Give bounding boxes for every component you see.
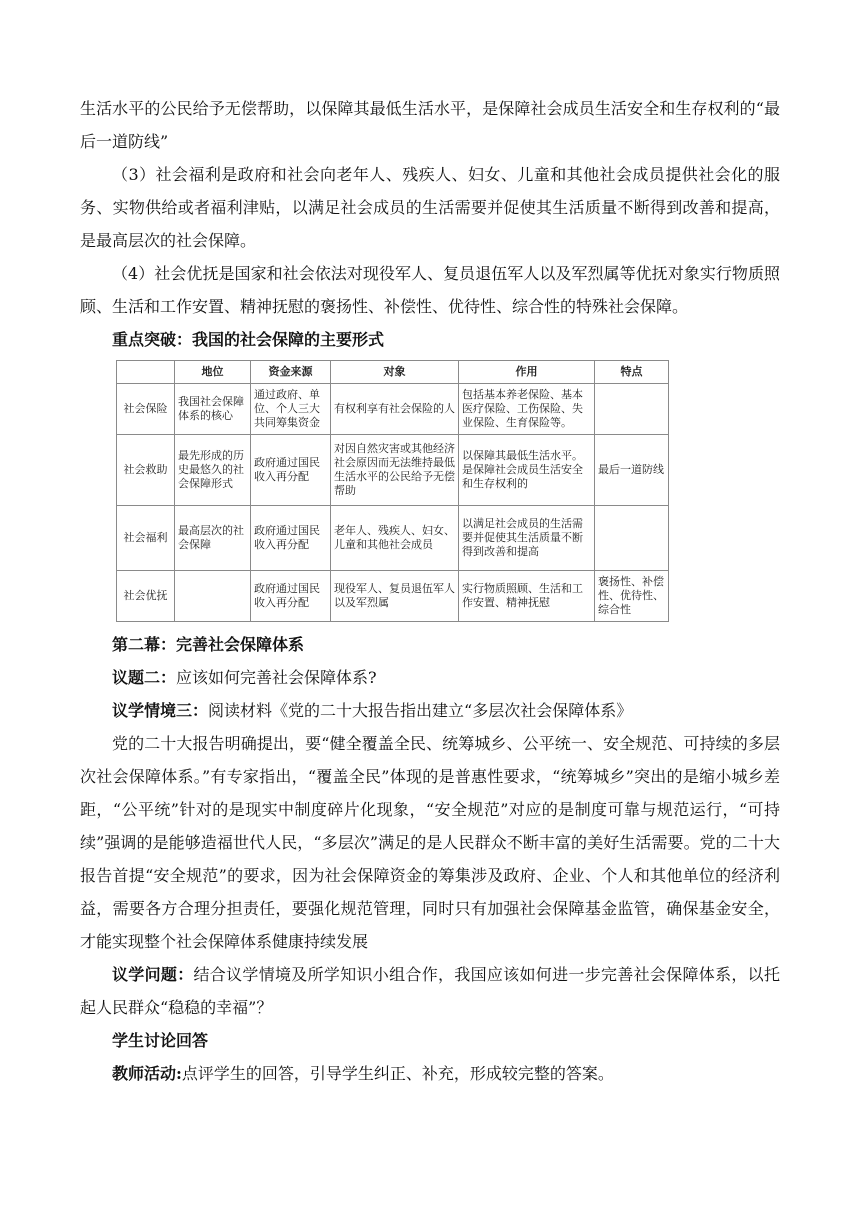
table-cell: 最高层次的社会保障	[175, 506, 251, 571]
paragraph-social-care: （4）社会优抚是国家和社会依法对现役军人、复员退伍军人以及军烈属等优抚对象实行物质照顾、生活和工作安置、精神抚慰的褒扬性、补偿性、优待性、综合性的特殊社会保障。	[80, 264, 780, 316]
social-security-table-image	[116, 360, 668, 622]
table-cell	[595, 506, 669, 571]
table-cell: 社会福利	[117, 506, 175, 571]
scenario3-line	[80, 694, 780, 727]
table-cell: 以保障其最低生活水平。是保障社会成员生活安全和生存权利的	[459, 435, 595, 506]
table-row	[117, 506, 669, 571]
table-cell: 褒扬性、补偿性、优待性、综合性	[595, 571, 669, 622]
table-cell: 政府通过国民收入再分配	[251, 506, 331, 571]
table-cell: 我国社会保障体系的核心	[175, 384, 251, 435]
table-cell: 社会保险	[117, 384, 175, 435]
table-cell	[595, 384, 669, 435]
table-row	[117, 571, 669, 622]
question-label: 议学问题：	[112, 965, 194, 984]
scenario3-text: 阅读材料《党的二十大报告指出建立“多层次社会保障体系》	[208, 701, 633, 720]
table-row	[117, 435, 669, 506]
question-paragraph	[80, 958, 780, 1024]
teacher-text: 点评学生的回答，引导学生纠正、补充，形成较完整的答案。	[181, 1064, 614, 1083]
teacher-label: 教师活动:	[112, 1064, 182, 1083]
table-cell: 包括基本养老保险、基本医疗保险、工伤保险、失业保险、生育保险等。	[459, 384, 595, 435]
table-header-cell: 地位	[175, 361, 251, 384]
scenario3-label: 议学情境三：	[112, 701, 209, 720]
paragraph-social-welfare: （3）社会福利是政府和社会向老年人、残疾人、妇女、儿童和其他社会成员提供社会化的服务、实物供给或者福利津贴，以满足社会成员的生活需要并促使其生活质量不断得到改善和提高，是最高层次的社会保障。	[80, 165, 780, 250]
social-security-table	[116, 360, 669, 622]
table-cell: 老年人、残疾人、妇女、儿童和其他社会成员	[331, 506, 459, 571]
table-header-cell: 特点	[595, 361, 669, 384]
table-cell: 现役军人、复员退伍军人以及军烈属	[331, 571, 459, 622]
table-cell: 通过政府、单位、个人三大共同筹集资金	[251, 384, 331, 435]
act2-title: 第二幕：完善社会保障体系	[112, 635, 305, 654]
table-cell: 有权利享有社会保险的人	[331, 384, 459, 435]
student-answer-heading: 学生讨论回答	[112, 1031, 209, 1050]
table-cell: 社会救助	[117, 435, 175, 506]
table-cell: 政府通过国民收入再分配	[251, 571, 331, 622]
table-cell: 最先形成的历史最悠久的社会保障形式	[175, 435, 251, 506]
table-header-cell	[117, 361, 175, 384]
topic2-line	[80, 661, 780, 694]
table-header-row	[117, 361, 669, 384]
teacher-activity-line	[80, 1057, 780, 1090]
table-cell: 以满足社会成员的生活需要并促使其生活质量不断得到改善和提高	[459, 506, 595, 571]
question-text: 结合议学情境及所学知识小组合作，我国应该如何进一步完善社会保障体系，以托起人民群众“稳稳的幸福”？	[80, 965, 780, 1017]
table-cell: 实行物质照顾、生活和工作安置、精神抚慰	[459, 571, 595, 622]
table-header-cell: 对象	[331, 361, 459, 384]
material-paragraph: 党的二十大报告明确提出，要“健全覆盖全民、统筹城乡、公平统一、安全规范、可持续的多层次社会保障体系。”有专家指出，“覆盖全民”体现的是普惠性要求，“统筹城乡”突出的是缩小城乡差距，“公平统”针对的是现实中制度碎片化现象，“安全规范”对应的是制度可靠与规范运行，“可持续”强调的是能够造福世代人民，“多层次”满足的是人民群众不断丰富的美好生活需要。党的二十大报告首提“安全规范”的要求，因为社会保障资金的筹集涉及政府、企业、个人和其他单位的经济利益，需要各方合理分担责任，要强化规范管理，同时只有加强社会保障基金监管，确保基金安全，才能实现整个社会保障体系健康持续发展	[80, 734, 780, 951]
table-cell	[175, 571, 251, 622]
topic2-text: 应该如何完善社会保障体系?	[176, 668, 377, 687]
document-page	[80, 92, 780, 1090]
table-header-cell: 资金来源	[251, 361, 331, 384]
table-cell: 最后一道防线	[595, 435, 669, 506]
paragraph-continuation: 生活水平的公民给予无偿帮助，以保障其最低生活水平，是保障社会成员生活安全和生存权利的“最后一道防线”	[80, 99, 780, 151]
key-point-heading: 重点突破：我国的社会保障的主要形式	[112, 330, 385, 349]
table-row	[117, 384, 669, 435]
table-header-cell: 作用	[459, 361, 595, 384]
topic2-label: 议题二：	[112, 668, 177, 687]
table-cell: 社会优抚	[117, 571, 175, 622]
table-cell: 政府通过国民收入再分配	[251, 435, 331, 506]
table-cell: 对因自然灾害或其他经济社会原因而无法维持最低生活水平的公民给予无偿帮助	[331, 435, 459, 506]
